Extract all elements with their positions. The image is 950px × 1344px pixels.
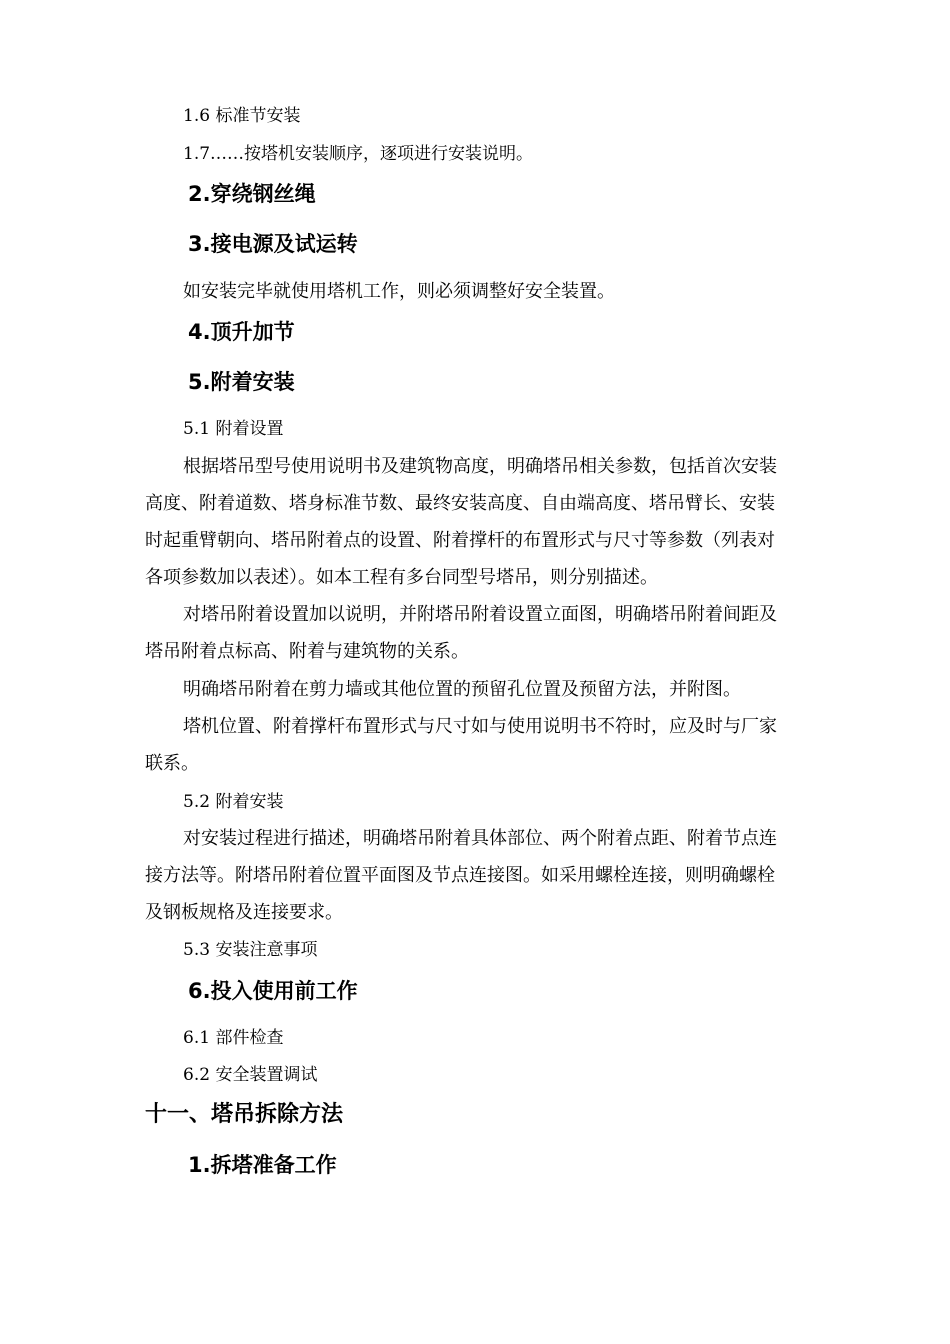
paragraph-line: 时起重臂朝向、塔吊附着点的设置、附着撑杆的布置形式与尺寸等参数（列表对 [145,530,775,551]
heading-power-test: 3.接电源及试运转 [188,232,358,256]
subsection-1-6: 1.6 标准节安装 [183,106,301,126]
subsection-5-2: 5.2 附着安装 [183,792,284,812]
heading-attachment-install: 5.附着安装 [188,370,295,394]
paragraph-line: 明确塔吊附着在剪力墙或其他位置的预留孔位置及预留方法，并附图。 [183,679,741,700]
heading-wire-rope: 2.穿绕钢丝绳 [188,182,316,206]
subsection-1-7: 1.7……按塔机安装顺序，逐项进行安装说明。 [183,144,534,164]
paragraph-power: 如安装完毕就使用塔机工作，则必须调整好安全装置。 [183,281,615,302]
heading-dismantle-method: 十一、塔吊拆除方法 [145,1102,344,1127]
paragraph-line: 塔机位置、附着撑杆布置形式与尺寸如与使用说明书不符时，应及时与厂家 [183,716,777,737]
heading-jacking: 4.顶升加节 [188,320,295,344]
paragraph-line: 高度、附着道数、塔身标准节数、最终安装高度、自由端高度、塔吊臂长、安装 [145,493,775,514]
paragraph-line: 塔吊附着点标高、附着与建筑物的关系。 [145,641,469,662]
paragraph-line: 接方法等。附塔吊附着位置平面图及节点连接图。如采用螺栓连接，则明确螺栓 [145,865,775,886]
paragraph-line: 根据塔吊型号使用说明书及建筑物高度，明确塔吊相关参数，包括首次安装 [183,456,777,477]
subsection-6-2: 6.2 安全装置调试 [183,1065,318,1085]
paragraph-line: 对塔吊附着设置加以说明，并附塔吊附着设置立面图，明确塔吊附着间距及 [183,604,777,625]
heading-pre-use: 6.投入使用前工作 [188,979,358,1003]
subsection-6-1: 6.1 部件检查 [183,1028,284,1048]
heading-dismantle-prep: 1.拆塔准备工作 [188,1153,337,1177]
subsection-5-1: 5.1 附着设置 [183,419,284,439]
paragraph-line: 各项参数加以表述）。如本工程有多台同型号塔吊，则分别描述。 [145,567,658,588]
paragraph-line: 联系。 [145,753,199,774]
paragraph-line: 对安装过程进行描述，明确塔吊附着具体部位、两个附着点距、附着节点连 [183,828,777,849]
paragraph-line: 及钢板规格及连接要求。 [145,902,343,923]
subsection-5-3: 5.3 安装注意事项 [183,940,318,960]
